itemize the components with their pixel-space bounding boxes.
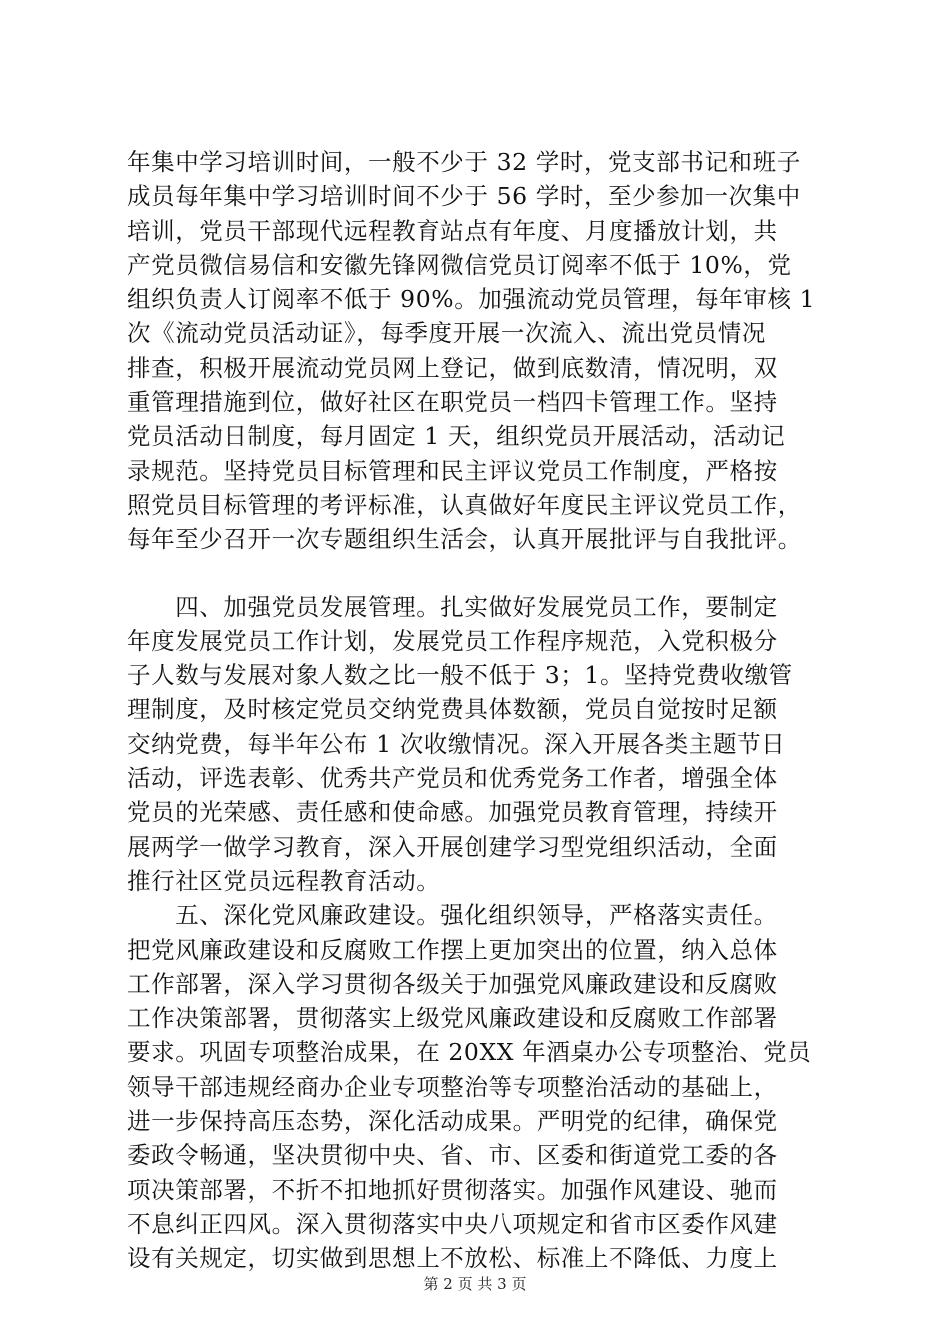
document-body <box>127 145 837 1276</box>
text-line: 每年至少召开一次专题组织生活会，认真开展批评与自我批评。 <box>127 525 802 554</box>
text-line: 录规范。坚持党员目标管理和民主评议党员工作制度，严格按 <box>127 456 778 485</box>
text-line: 领导干部违规经商办企业专项整治等专项整治活动的基础上， <box>127 1072 778 1101</box>
text-line: 排查，积极开展流动党员网上登记，做到底数清，情况明，双 <box>127 353 778 382</box>
paragraph-member-development <box>127 590 837 899</box>
text-line: 年度发展党员工作计划，发展党员工作程序规范，入党积极分 <box>127 626 778 655</box>
text-line: 五、深化党风廉政建设。强化组织领导，严格落实责任。 <box>127 901 778 930</box>
text-line: 设有关规定，切实做到思想上不放松、标准上不降低、力度上 <box>127 1244 778 1273</box>
text-line: 子人数与发展对象人数之比一般不低于 3；1。坚持党费收缴管 <box>127 661 793 690</box>
text-line: 不息纠正四风。深入贯彻落实中央八项规定和省市区委作风建 <box>127 1209 778 1238</box>
text-line: 照党员目标管理的考评标准，认真做好年度民主评议党员工作， <box>127 490 802 519</box>
text-line: 培训，党员干部现代远程教育站点有年度、月度播放计划，共 <box>127 216 778 245</box>
text-line: 党员的光荣感、责任感和使命感。加强党员教育管理，持续开 <box>127 798 778 827</box>
text-line: 产党员微信易信和安徽先锋网微信党员订阅率不低于 10%，党 <box>127 250 792 279</box>
text-line: 重管理措施到位，做好社区在职党员一档四卡管理工作。坚持 <box>127 388 778 417</box>
text-line: 党员活动日制度，每月固定 1 天，组织党员开展活动，活动记 <box>127 422 786 451</box>
text-line: 工作决策部署，贯彻落实上级党风廉政建设和反腐败工作部署 <box>127 1004 778 1033</box>
page-number-footer: 第 2 页 共 3 页 <box>423 1275 527 1293</box>
text-line: 把党风廉政建设和反腐败工作摆上更加突出的位置，纳入总体 <box>127 935 778 964</box>
text-line: 理制度，及时核定党员交纳党费具体数额，党员自觉按时足额 <box>127 695 778 724</box>
paragraph-anti-corruption <box>127 898 837 1275</box>
text-line: 进一步保持高压态势，深化活动成果。严明党的纪律，确保党 <box>127 1107 778 1136</box>
text-line: 四、加强党员发展管理。扎实做好发展党员工作，要制定 <box>127 592 778 621</box>
text-line: 次《流动党员活动证》，每季度开展一次流入、流出党员情况 <box>127 319 766 348</box>
text-line: 推行社区党员远程教育活动。 <box>127 866 441 895</box>
text-line: 交纳党费，每半年公布 1 次收缴情况。深入开展各类主题节日 <box>127 729 786 758</box>
text-line: 委政令畅通，坚决贯彻中央、省、市、区委和街道党工委的各 <box>127 1141 778 1170</box>
paragraph-gap <box>127 557 837 590</box>
text-line: 展两学一做学习教育，深入开展创建学习型党组织活动，全面 <box>127 832 778 861</box>
text-line: 要求。巩固专项整治成果，在 20XX 年酒桌办公专项整治、党员 <box>127 1038 812 1067</box>
paragraph-party-member-training <box>127 145 837 557</box>
text-line: 活动，评选表彰、优秀共产党员和优秀党务工作者，增强全体 <box>127 764 778 793</box>
text-line: 成员每年集中学习培训时间不少于 56 学时，至少参加一次集中 <box>127 182 801 211</box>
text-line: 组织负责人订阅率不低于 90%。加强流动党员管理，每年审核 1 <box>127 285 816 314</box>
text-line: 年集中学习培训时间，一般不少于 32 学时，党支部书记和班子 <box>127 148 801 176</box>
text-line: 项决策部署，不折不扣地抓好贯彻落实。加强作风建设、驰而 <box>127 1175 778 1204</box>
text-line: 工作部署，深入学习贯彻各级关于加强党风廉政建设和反腐败 <box>127 969 778 998</box>
